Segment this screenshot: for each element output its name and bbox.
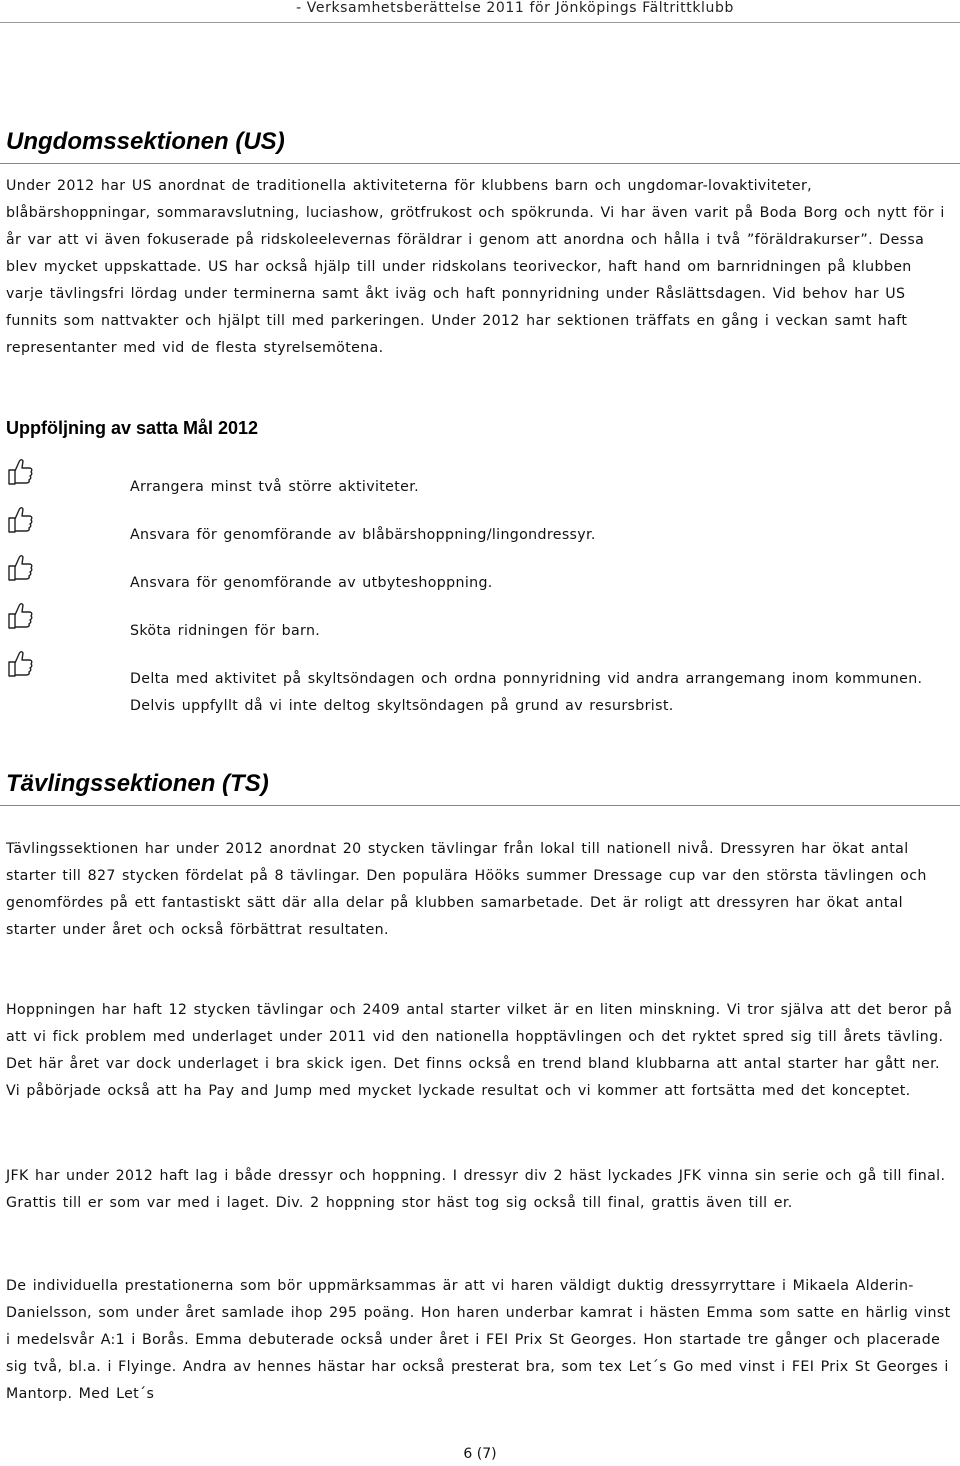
running-header: - Verksamhetsberättelse 2011 för Jönköpings Fältrittklubb bbox=[296, 0, 734, 16]
thumbs-up-icon bbox=[6, 552, 34, 582]
ts-paragraph-results: Tävlingssektionen har under 2012 anordnat 20 stycken tävlingar från lokal till nationell nivå. Dressyren har ökat antal starter till 827 stycken fördelat på 8 tävlingar. Den populära Hööks summer Dressage cup var den största tävlingen och genomfördes på ett fantastiskt sätt där alla delar på klubben samarbetade. Det är roligt att dressyren har ökat antal starter under året och också förbättrat resultaten. bbox=[6, 841, 927, 938]
goals-list bbox=[130, 474, 950, 720]
thumbs-up-icon bbox=[6, 600, 34, 630]
goal-item: Ansvara för genomförande av utbyteshoppning. bbox=[130, 575, 493, 591]
ts-paragraph-hoppning: Hoppningen har haft 12 stycken tävlingar och 2409 antal starter vilket är en liten minskning. Vi tror själva att det beror på att vi fick problem med underlaget under 2011 vid den nationella hopptävlingen och det ryktet spred sig till årets tävling. Det här året var dock underlaget i bra skick igen. Det finns också en trend bland klubbarna att antal starter har gått ner. Vi påbörjade också att ha Pay and Jump med mycket lyckade resultat och vi kommer att fortsätta med det konceptet. bbox=[6, 1002, 953, 1099]
goals-section-title: Uppföljning av satta Mål 2012 bbox=[6, 418, 259, 438]
thumbs-up-icon bbox=[6, 648, 34, 678]
us-section-title: Ungdomssektionen (US) bbox=[6, 128, 285, 155]
goal-item: Arrangera minst två större aktiviteter. bbox=[130, 479, 419, 495]
page-number: 6 (7) bbox=[463, 1446, 497, 1462]
ts-section-title: Tävlingssektionen (TS) bbox=[6, 770, 269, 797]
thumbs-up-icon bbox=[6, 504, 34, 534]
us-section-rule bbox=[0, 163, 960, 164]
us-section-paragraph: Under 2012 har US anordnat de traditionella aktiviteterna för klubbens barn och ungdomar-lovaktiviteter, blåbärshoppningar, sommaravslutning, luciashow, grötfrukost och spökrunda. Vi har även varit på Boda Borg och nytt för i år var att vi även fokuserade på ridskoleelevernas föräldrar i genom att anordna och hålla i två ”föräldrakurser”. Dessa blev mycket uppskattade. US har också hjälp till under ridskolans teoriveckor, haft hand om barnridningen på klubben varje tävlingsfri lördag under terminerna samt åkt iväg och haft ponnyridning under Råslättsdagen. Vid behov har US funnits som nattvakter och hjälpt till med parkeringen. Under 2012 har sektionen träffats en gång i veckan samt haft representanter med vid de flesta styrelsemötena. bbox=[6, 178, 945, 356]
thumbs-up-icon bbox=[6, 456, 34, 486]
header-rule bbox=[0, 22, 960, 23]
goal-item: Ansvara för genomförande av blåbärshoppning/lingondressyr. bbox=[130, 527, 596, 543]
ts-paragraph-individuella: De individuella prestationerna som bör uppmärksammas är att vi haren väldigt duktig dressyrryttare i Mikaela Alderin-Danielsson, som under året samlade ihop 295 poäng. Hon haren underbar kamrat i hästen Emma som satte en härlig vinst i medelsvår A:1 i Borås. Emma debuterade också under året i FEI Prix St Georges. Hon startade tre gånger och placerade sig två, bl.a. i Flyinge. Andra av hennes hästar har också presterat bra, som tex Let´s Go med vinst i FEI Prix St Georges i Mantorp. Med Let´s bbox=[6, 1278, 951, 1402]
goal-item: Sköta ridningen för barn. bbox=[130, 623, 321, 639]
ts-paragraph-lag: JFK har under 2012 haft lag i både dressyr och hoppning. I dressyr div 2 häst lyckades JFK vinna sin serie och gå till final. Grattis till er som var med i laget. Div. 2 hoppning stor häst tog sig också till final, grattis även till er. bbox=[6, 1168, 946, 1211]
goal-item: Delta med aktivitet på skyltsöndagen och ordna ponnyridning vid andra arrangemang inom kommunen. Delvis uppfyllt då vi inte deltog skyltsöndagen på grund av resursbrist. bbox=[130, 671, 923, 714]
ts-section-rule bbox=[0, 805, 960, 806]
